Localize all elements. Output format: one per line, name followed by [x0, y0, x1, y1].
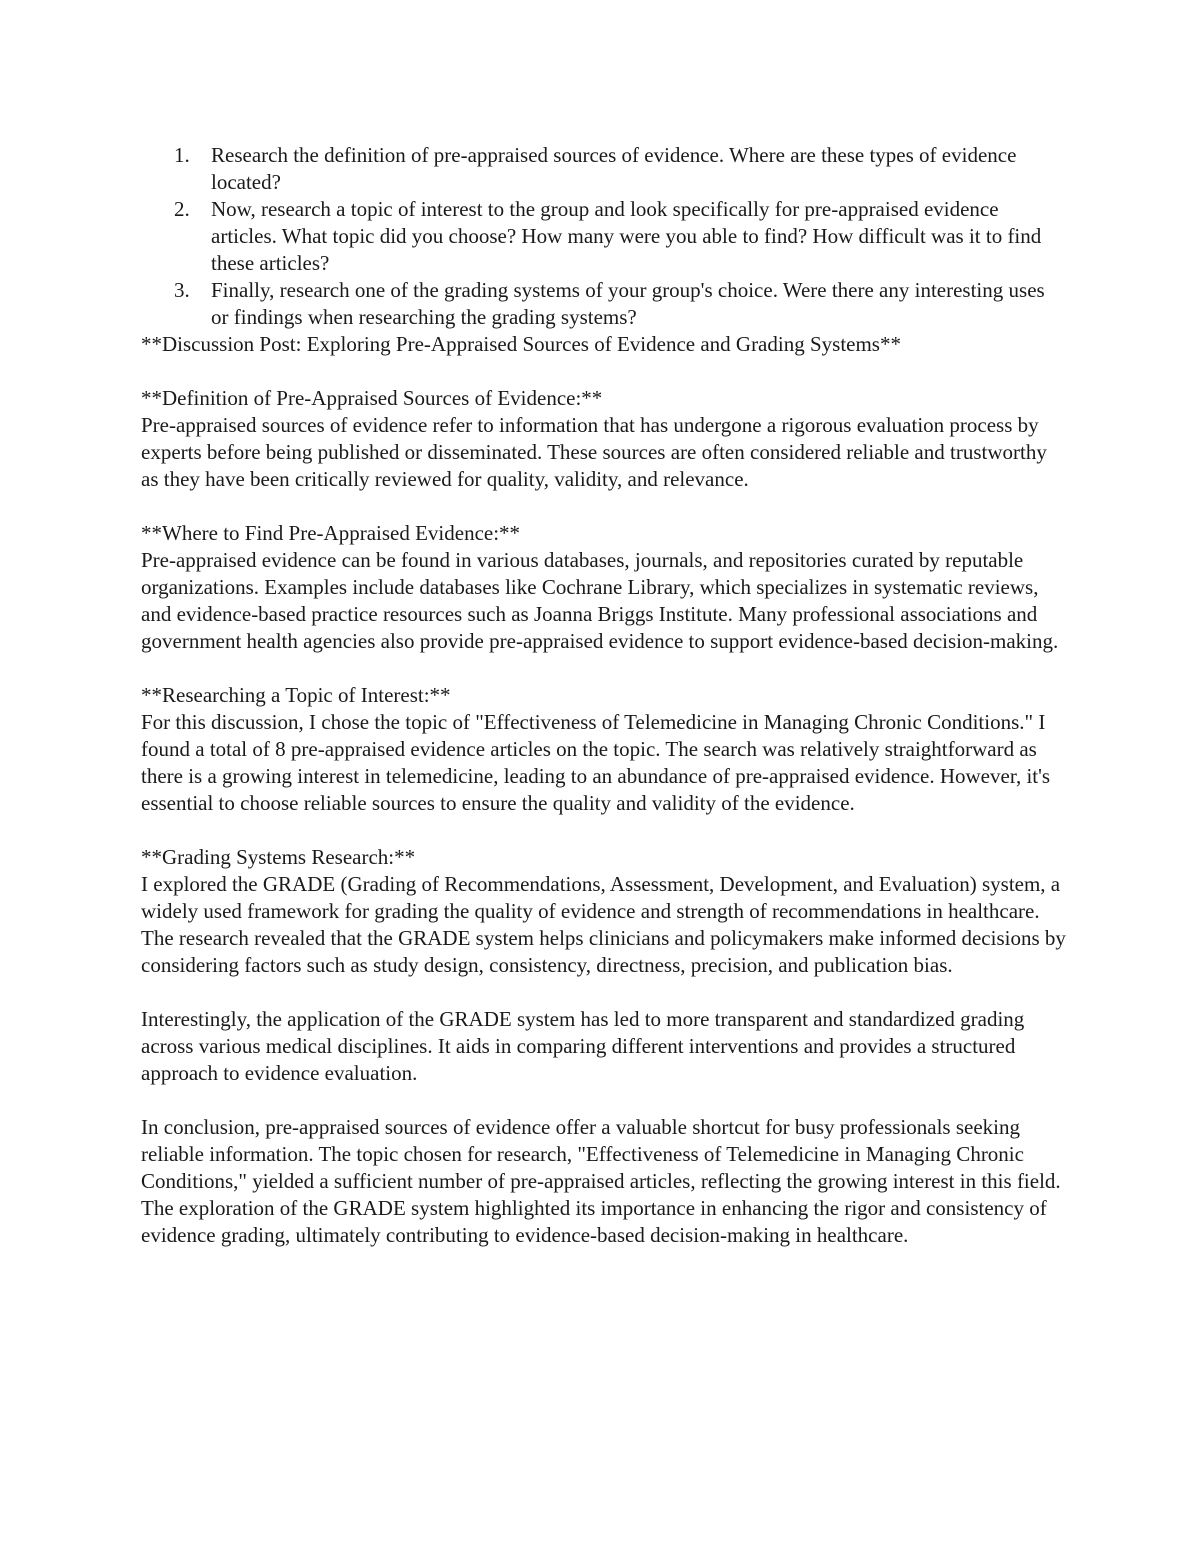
- question-text: Now, research a topic of interest to the group and look specifically for pre-appraised evidence articles. What topic did you choose? How many were you able to find? How difficult was it to find these articles?: [211, 197, 1042, 275]
- document-page: [141, 142, 1066, 1249]
- post-title: **Discussion Post: Exploring Pre-Appraised Sources of Evidence and Grading Systems**: [141, 332, 901, 356]
- question-text: Finally, research one of the grading systems of your group's choice. Were there any interesting uses or findings when researching the grading systems?: [211, 278, 1045, 329]
- question-item: [141, 277, 1066, 331]
- where-heading: **Where to Find Pre-Appraised Evidence:**: [141, 521, 521, 545]
- question-item: [141, 196, 1066, 277]
- interesting-paragraph: Interestingly, the application of the GRADE system has led to more transparent and standardized grading across various medical disciplines. It aids in comparing different interventions and provides a structured approach to evidence evaluation.: [141, 1007, 1025, 1085]
- question-list: [141, 142, 1066, 331]
- topic-heading: **Researching a Topic of Interest:**: [141, 683, 451, 707]
- where-paragraph: Pre-appraised evidence can be found in various databases, journals, and repositories curated by reputable organizations. Examples include databases like Cochrane Library, which specializes in systematic reviews, and evidence-based practice resources such as Joanna Briggs Institute. Many professional associations and government health agencies also provide pre-appraised evidence to support evidence-based decision-making.: [141, 548, 1059, 653]
- conclusion-paragraph: In conclusion, pre-appraised sources of evidence offer a valuable shortcut for busy professionals seeking reliable information. The topic chosen for research, "Effectiveness of Telemedicine in Managing Chronic Conditions," yielded a sufficient number of pre-appraised articles, reflecting the growing interest in this field. The exploration of the GRADE system highlighted its importance in enhancing the rigor and consistency of evidence grading, ultimately contributing to evidence-based decision-making in healthcare.: [141, 1115, 1061, 1247]
- topic-paragraph: For this discussion, I chose the topic of "Effectiveness of Telemedicine in Managing Chronic Conditions." I found a total of 8 pre-appraised evidence articles on the topic. The search was relatively straightforward as there is a growing interest in telemedicine, leading to an abundance of pre-appraised evidence. However, it's essential to choose reliable sources to ensure the quality and validity of the evidence.: [141, 710, 1051, 815]
- question-number: 1.: [174, 143, 190, 167]
- question-number: 2.: [174, 197, 190, 221]
- question-item: [141, 142, 1066, 196]
- definition-heading: **Definition of Pre-Appraised Sources of Evidence:**: [141, 386, 603, 410]
- grading-paragraph: I explored the GRADE (Grading of Recommendations, Assessment, Development, and Evaluation) system, a widely used framework for grading the quality of evidence and strength of recommendations in healthcare. The research revealed that the GRADE system helps clinicians and policymakers make informed decisions by considering factors such as study design, consistency, directness, precision, and publication bias.: [141, 872, 1066, 977]
- definition-paragraph: Pre-appraised sources of evidence refer to information that has undergone a rigorous evaluation process by experts before being published or disseminated. These sources are often considered reliable and trustworthy as they have been critically reviewed for quality, validity, and relevance.: [141, 413, 1047, 491]
- question-text: Research the definition of pre-appraised sources of evidence. Where are these types of evidence located?: [211, 143, 1017, 194]
- grading-heading: **Grading Systems Research:**: [141, 845, 416, 869]
- question-number: 3.: [174, 278, 190, 302]
